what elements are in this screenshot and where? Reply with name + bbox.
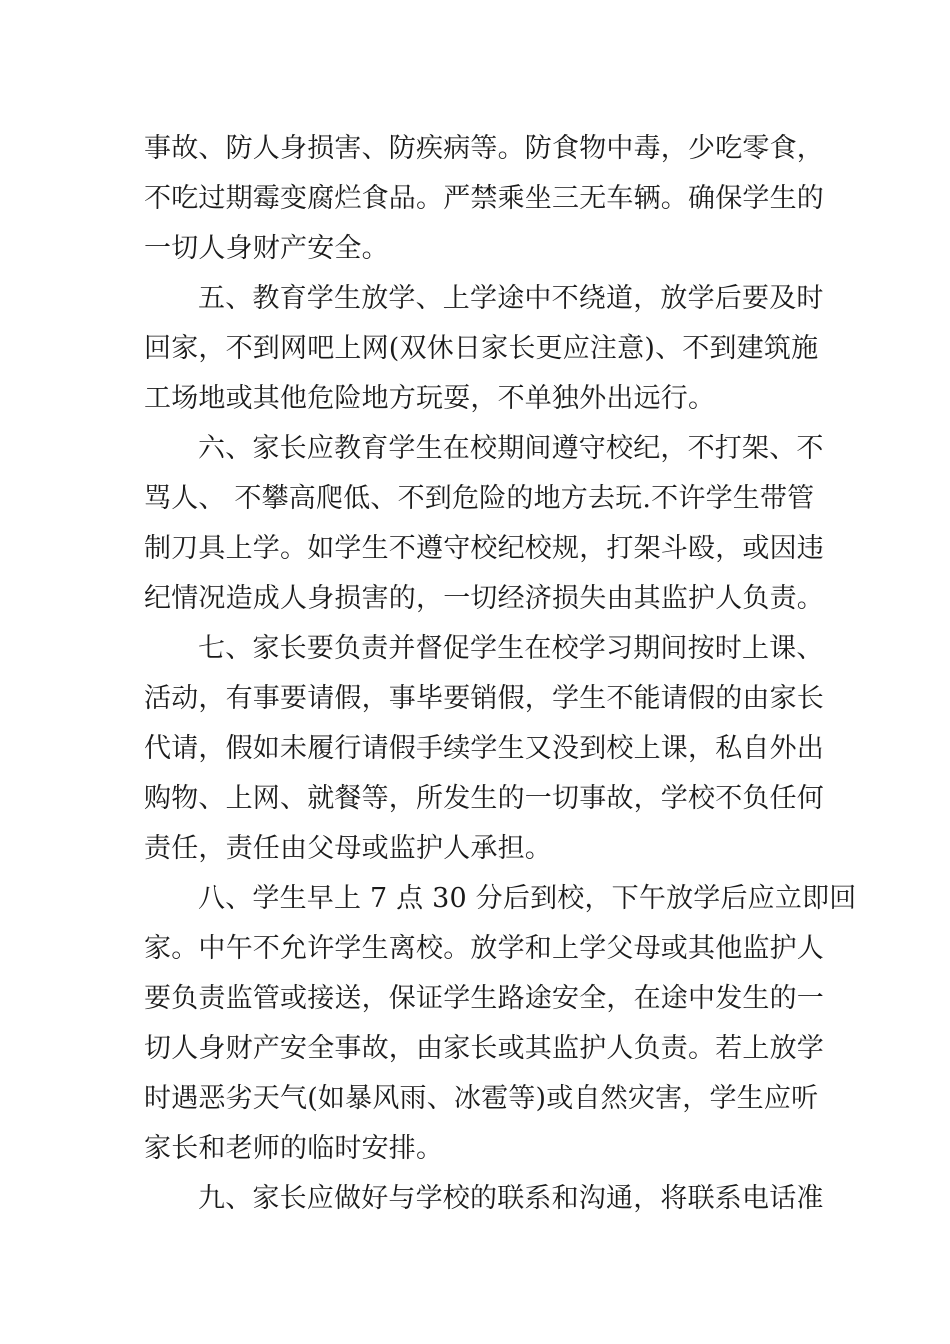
text-line: 时遇恶劣天气(如暴风雨、冰雹等)或自然灾害，学生应听 xyxy=(144,1083,819,1114)
paragraph-first-line: 八、学生早上 7 点 30 分后到校，下午放学后应立即回 xyxy=(198,883,857,914)
paragraph-first-line: 七、家长要负责并督促学生在校学习期间按时上课、 xyxy=(198,633,824,664)
text-line: 制刀具上学。如学生不遵守校纪校规，打架斗殴，或因违 xyxy=(144,533,824,564)
text-line: 要负责监管或接送，保证学生路途安全，在途中发生的一 xyxy=(144,983,824,1014)
text-line: 不吃过期霉变腐烂食品。严禁乘坐三无车辆。确保学生的 xyxy=(144,183,824,214)
paragraph-first-line: 六、家长应教育学生在校期间遵守校纪，不打架、不 xyxy=(198,433,824,464)
text-line: 回家，不到网吧上网(双休日家长更应注意)、不到建筑施 xyxy=(144,333,819,364)
text-line: 责任，责任由父母或监护人承担。 xyxy=(144,833,552,864)
text-line: 活动，有事要请假，事毕要销假，学生不能请假的由家长 xyxy=(144,683,824,714)
paragraph-first-line: 五、教育学生放学、上学途中不绕道，放学后要及时 xyxy=(198,283,824,314)
text-line: 工场地或其他危险地方玩耍，不单独外出远行。 xyxy=(144,383,716,414)
text-line: 购物、上网、就餐等，所发生的一切事故，学校不负任何 xyxy=(144,783,824,814)
text-line: 骂人、 不攀高爬低、不到危险的地方去玩.不许学生带管 xyxy=(144,483,815,514)
text-line: 代请，假如未履行请假手续学生又没到校上课，私自外出 xyxy=(144,733,824,764)
text-line: 一切人身财产安全。 xyxy=(144,233,389,264)
text-line: 家长和老师的临时安排。 xyxy=(144,1133,444,1164)
text-line: 纪情况造成人身损害的，一切经济损失由其监护人负责。 xyxy=(144,583,824,614)
paragraph-first-line: 九、家长应做好与学校的联系和沟通，将联系电话准 xyxy=(198,1183,824,1214)
text-line: 切人身财产安全事故，由家长或其监护人负责。若上放学 xyxy=(144,1033,824,1064)
text-line: 事故、防人身损害、防疾病等。防食物中毒，少吃零食， xyxy=(144,133,824,164)
text-line: 家。中午不允许学生离校。放学和上学父母或其他监护人 xyxy=(144,933,824,964)
